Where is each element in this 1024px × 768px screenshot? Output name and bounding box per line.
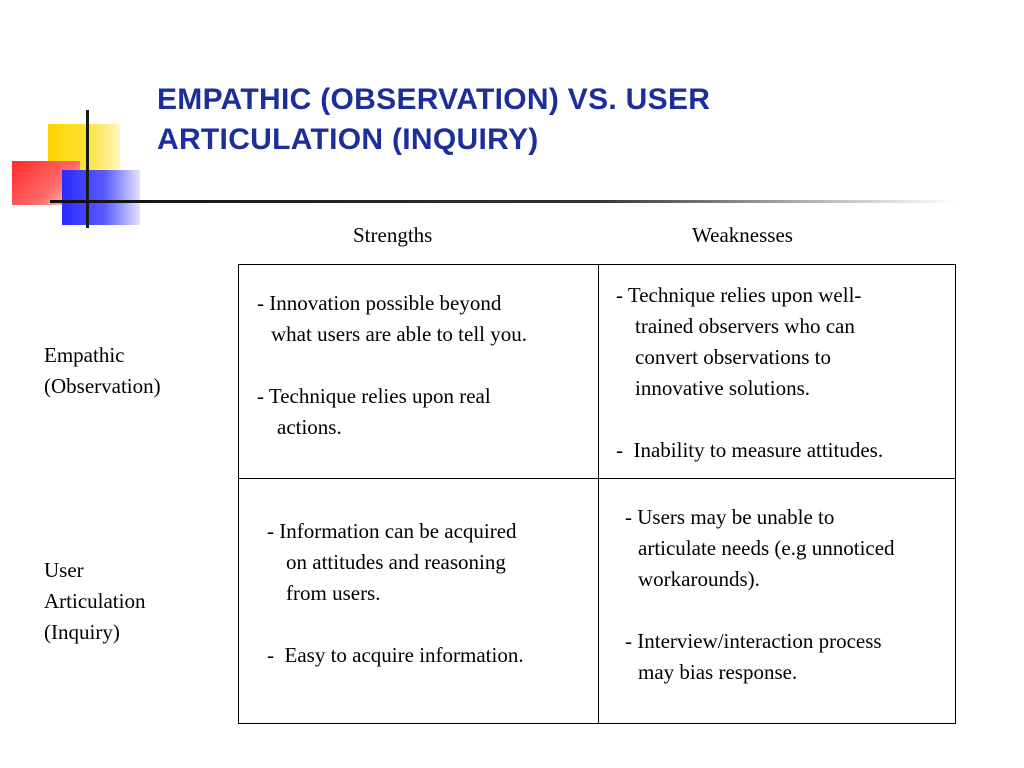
row-header-user-line-2: Articulation bbox=[44, 589, 146, 613]
row-header-user-line-1: User bbox=[44, 558, 84, 582]
bullet-line: actions. bbox=[277, 415, 342, 439]
bullet-line: may bias response. bbox=[638, 660, 798, 684]
bullet-line: - Interview/interaction process bbox=[625, 629, 882, 653]
bullet-line: - Technique relies upon well- bbox=[616, 283, 862, 307]
bullet-line: - Inability to measure attitudes. bbox=[616, 438, 884, 462]
row-header-empathic-line-1: Empathic bbox=[44, 343, 125, 367]
bullet-line: what users are able to tell you. bbox=[271, 322, 527, 346]
bullet-line: on attitudes and reasoning bbox=[286, 550, 506, 574]
bullet-line: - Information can be acquired bbox=[267, 519, 517, 543]
bullet-line: workarounds). bbox=[638, 567, 760, 591]
cell-empathic-strengths bbox=[257, 288, 527, 443]
slide-title-line-1: EMPATHIC (OBSERVATION) VS. USER bbox=[157, 83, 711, 116]
list-item bbox=[625, 626, 895, 688]
slide-title-line-2: ARTICULATION (INQUIRY) bbox=[157, 123, 539, 156]
bullet-line: - Technique relies upon real bbox=[257, 384, 491, 408]
cell-user-weaknesses bbox=[625, 502, 895, 688]
bullet-line: from users. bbox=[286, 581, 381, 605]
row-header-user-articulation bbox=[44, 555, 145, 648]
list-item bbox=[616, 435, 883, 466]
title-underline bbox=[50, 200, 960, 203]
decorative-logo bbox=[0, 0, 150, 240]
bullet-line: trained observers who can bbox=[635, 314, 855, 338]
list-item bbox=[267, 640, 524, 671]
bullet-line: articulate needs (e.g unnoticed bbox=[638, 536, 895, 560]
blue-square-decoration bbox=[62, 170, 140, 225]
column-header-weaknesses: Weaknesses bbox=[692, 223, 793, 247]
list-item bbox=[257, 288, 527, 350]
list-item bbox=[616, 280, 883, 404]
list-item bbox=[257, 381, 527, 443]
bullet-line: - Easy to acquire information. bbox=[267, 643, 524, 667]
bullet-line: innovative solutions. bbox=[635, 376, 810, 400]
bullet-line: - Users may be unable to bbox=[625, 505, 835, 529]
cell-empathic-weaknesses bbox=[616, 280, 883, 466]
row-header-user-line-3: (Inquiry) bbox=[44, 620, 120, 644]
column-header-strengths: Strengths bbox=[353, 223, 433, 247]
slide-title bbox=[157, 80, 857, 160]
vertical-rule-decoration bbox=[86, 110, 89, 228]
bullet-line: convert observations to bbox=[635, 345, 831, 369]
list-item bbox=[267, 516, 524, 609]
cell-user-strengths bbox=[267, 516, 524, 671]
table-horizontal-divider bbox=[239, 478, 955, 479]
table-vertical-divider bbox=[598, 265, 599, 723]
row-header-empathic-line-2: (Observation) bbox=[44, 374, 161, 398]
row-header-empathic bbox=[44, 340, 161, 402]
list-item bbox=[625, 502, 895, 595]
bullet-line: - Innovation possible beyond bbox=[257, 291, 502, 315]
